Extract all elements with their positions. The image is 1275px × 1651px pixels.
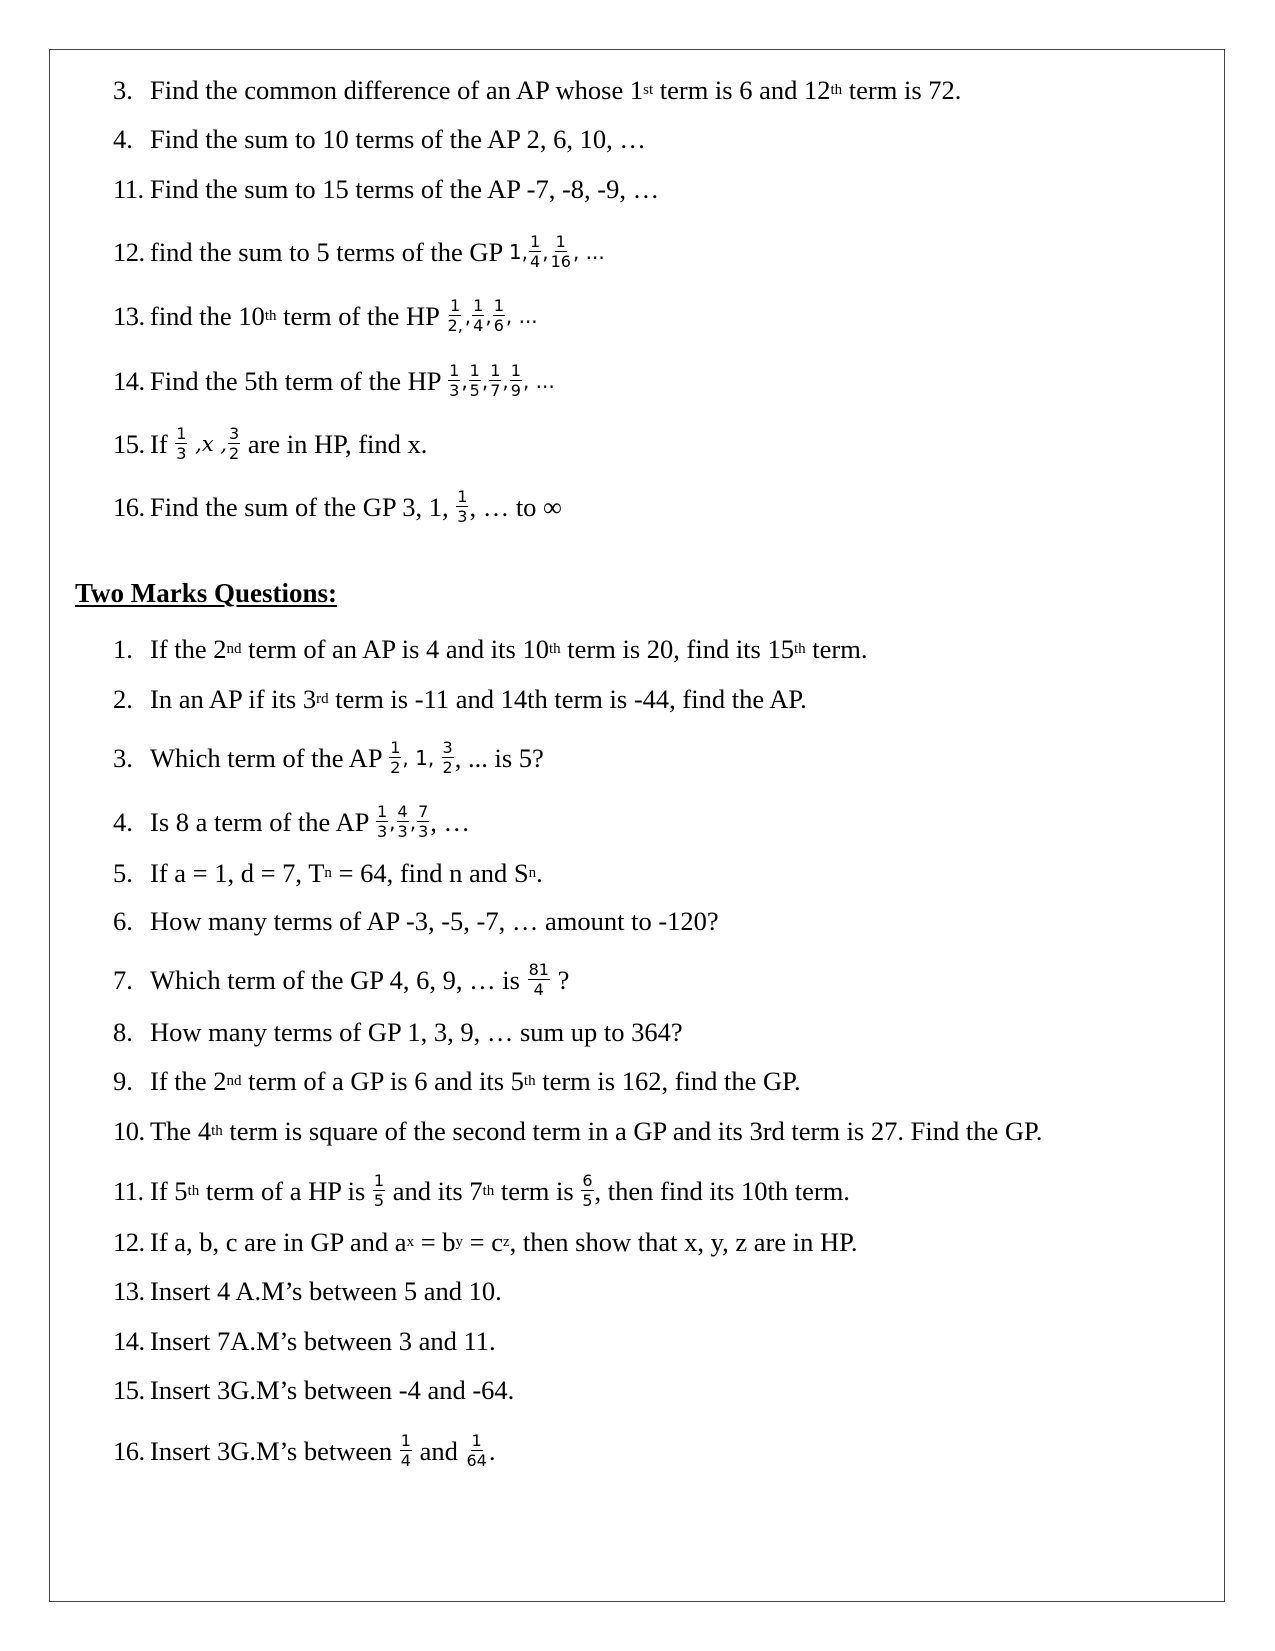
fraction: $\frac{7}{3}$ — [418, 802, 429, 841]
q2-4: 4. Is 8 a term of the AP $\frac{1}{3}$ , $\frac{4}{3}$ , $\frac{7}{3}$ , … — [113, 802, 470, 841]
q2-7: 7. Which term of the GP 4, 6, 9, … is $\frac{81}{4}$ ? — [113, 960, 570, 999]
question-13: 13. find the 10 th term of the HP $\frac{1}{2,}$ , $\frac{1}{4}$ , $\frac{1}{6}$ , ... — [113, 296, 538, 335]
fraction: $\frac{1}{5}$ — [469, 361, 480, 400]
fraction: $\frac{1}{5}$ — [373, 1171, 385, 1210]
q2-8: 8. How many terms of GP 1, 3, 9, … sum up to 364? — [113, 1017, 683, 1047]
q2-15: 15. Insert 3G.M’s between -4 and -64. — [113, 1375, 515, 1405]
fraction: $\frac{4}{3}$ — [397, 802, 408, 841]
q2-5: 5. If a = 1, d = 7, T n = 64, find n and S n . — [113, 858, 543, 888]
fraction: $\frac{3}{2}$ — [442, 738, 453, 777]
fraction: $\frac{1}{2}$ — [390, 738, 401, 777]
q2-16: 16. Insert 3G.M’s between $\frac{1}{4}$ and $\frac{1}{64}$ . — [113, 1431, 496, 1470]
fraction: $\frac{6}{5}$ — [582, 1171, 593, 1210]
q2-2: 2. In an AP if its 3 rd term is -11 and 14th term is -44, find the AP. — [113, 684, 807, 714]
question-3: 3. Find the common difference of an AP whose 1 st term is 6 and 12 th term is 72. — [113, 75, 962, 105]
fraction: $\frac{1}{4}$ — [530, 232, 541, 271]
q2-6: 6. How many terms of AP -3, -5, -7, … amount to -120? — [113, 906, 719, 936]
fraction: $\frac{3}{2}$ — [229, 424, 240, 463]
q2-1: 1. If the 2 nd term of an AP is 4 and its 10 th term is 20, find its 15 th term. — [113, 634, 868, 664]
fraction: $\frac{1}{3}$ — [457, 487, 468, 526]
fraction: $\frac{1}{3}$ — [176, 424, 187, 463]
fraction: $\frac{1}{7}$ — [490, 361, 501, 400]
fraction: $\frac{1}{2,}$ — [447, 296, 463, 335]
fraction: $\frac{1}{3}$ — [376, 802, 388, 841]
q2-10: 10. The 4 th term is square of the second term in a GP and its 3rd term is 27. Find the GP. — [113, 1116, 1043, 1146]
q2-3: 3. Which term of the AP $\frac{1}{2}$ , 1, $\frac{3}{2}$ , ... is 5? — [113, 738, 544, 777]
fraction: $\frac{1}{64}$ — [466, 1431, 487, 1470]
q2-9: 9. If the 2 nd term of a GP is 6 and its 5 th term is 162, find the GP. — [113, 1066, 801, 1096]
fraction: $\frac{1}{16}$ — [550, 232, 571, 271]
fraction: $\frac{1}{9}$ — [510, 361, 521, 400]
q2-11: 11. If 5 th term of a HP is $\frac{1}{5}$ and its 7 th term is $\frac{6}{5}$ , then find its 10th term. — [113, 1171, 850, 1210]
fraction: $\frac{1}{4}$ — [473, 296, 484, 335]
question-11: 11. Find the sum to 15 terms of the AP -7, -8, -9, … — [113, 174, 660, 204]
question-15: 15. If $\frac{1}{3}$ ,x , $\frac{3}{2}$ are in HP, find x. — [113, 424, 428, 463]
question-16: 16. Find the sum of the GP 3, 1, $\frac{1}{3}$ , … to ∞ — [113, 487, 562, 526]
section-heading: Two Marks Questions: — [75, 578, 338, 608]
fraction: $\frac{81}{4}$ — [528, 960, 549, 999]
fraction: $\frac{1}{4}$ — [400, 1431, 411, 1470]
q2-12: 12. If a, b, c are in GP and a x = b y = c z , then show that x, y, z are in HP. — [113, 1227, 858, 1257]
question-14: 14. Find the 5th term of the HP $\frac{1}{3}$ , $\frac{1}{5}$ , $\frac{1}{7}$ , $\frac{1}{9}$ , ... — [113, 361, 555, 400]
question-4: 4. Find the sum to 10 terms of the AP 2, 6, 10, … — [113, 124, 646, 154]
question-12: 12. find the sum to 5 terms of the GP 1, $\frac{1}{4}$ , $\frac{1}{16}$ , ... — [113, 232, 605, 271]
fraction: $\frac{1}{6}$ — [493, 296, 504, 335]
question-number: 3. — [113, 75, 133, 105]
fraction: $\frac{1}{3}$ — [449, 361, 460, 400]
q2-14: 14. Insert 7A.M’s between 3 and 11. — [113, 1326, 496, 1356]
q2-13: 13. Insert 4 A.M’s between 5 and 10. — [113, 1276, 502, 1306]
